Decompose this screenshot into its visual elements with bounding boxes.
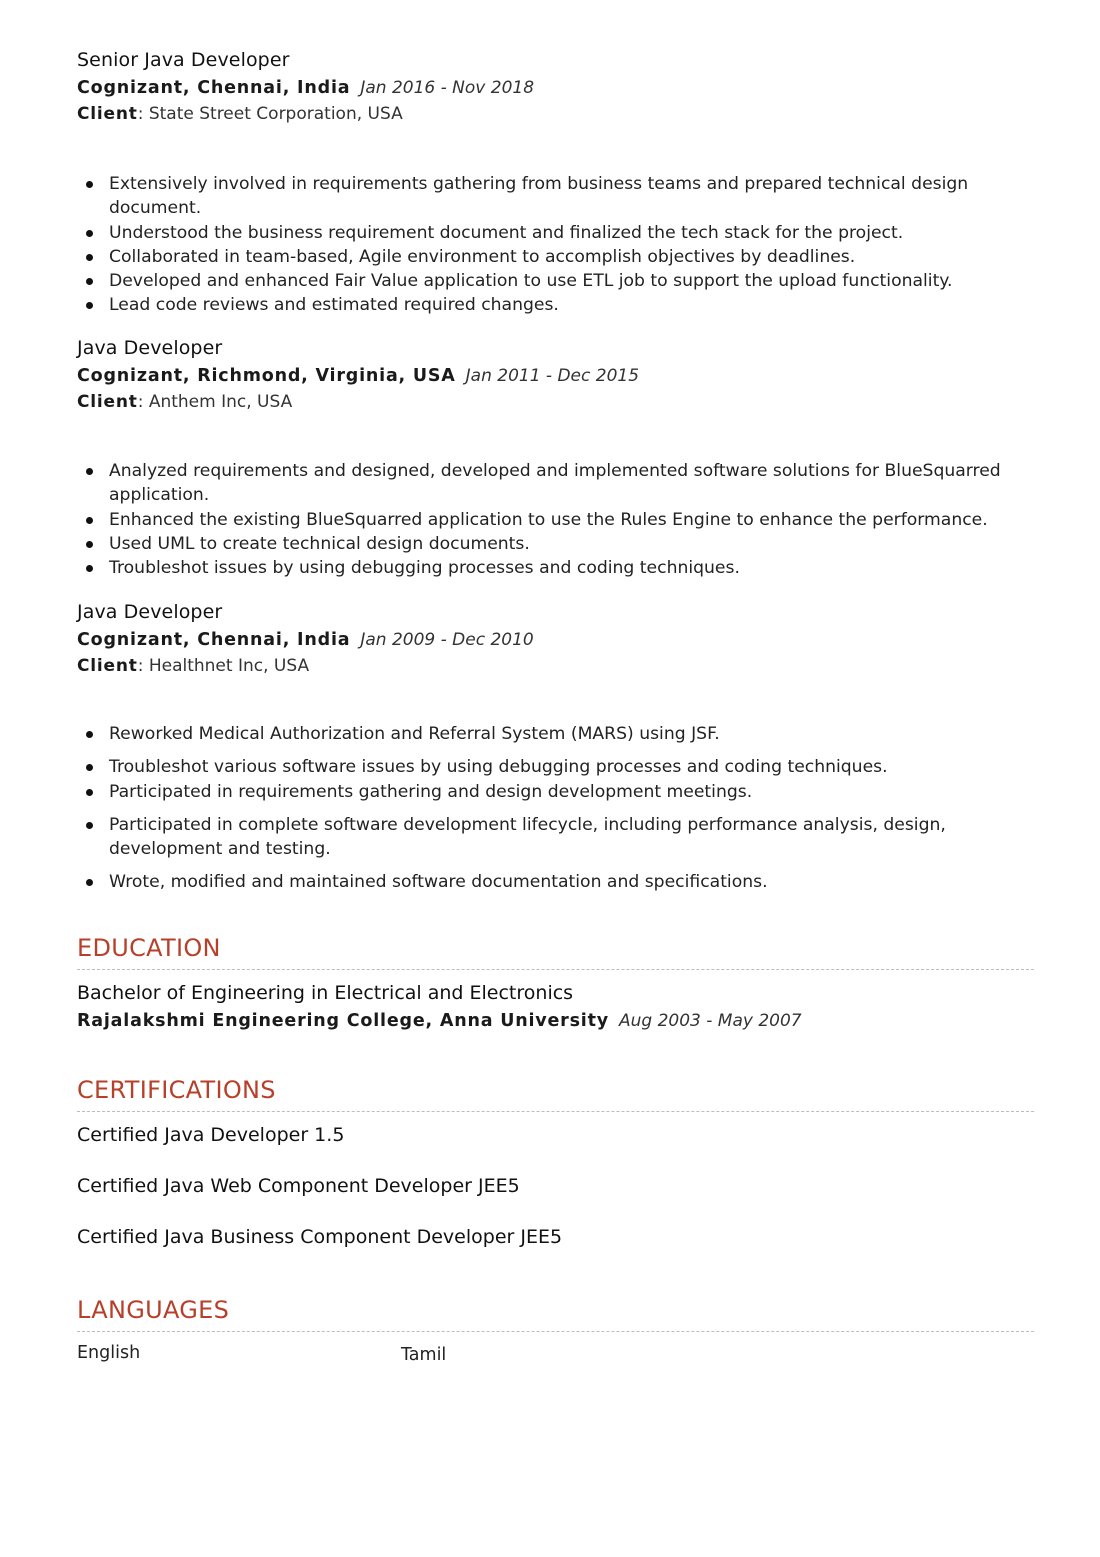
job-bullets — [77, 459, 1034, 580]
client-label: Client — [77, 656, 138, 676]
job-title: Java Developer — [77, 337, 223, 359]
client-name: : Healthnet Inc, USA — [137, 656, 310, 676]
client-line — [77, 655, 1034, 677]
job-entry — [77, 336, 1034, 413]
school-line — [77, 1010, 1034, 1032]
job-title: Java Developer — [77, 601, 223, 623]
list-item: Troubleshot issues by using debugging processes and coding techniques. — [77, 556, 1034, 580]
job-bullets — [77, 722, 1034, 895]
degree-title: Bachelor of Engineering in Electrical and Electronics — [77, 982, 574, 1004]
job-bullets — [77, 172, 1034, 318]
client-line — [77, 103, 1034, 125]
certification-item: Certified Java Developer 1.5 — [77, 1124, 345, 1146]
company-name: Cognizant, Richmond, Virginia, USA — [77, 366, 456, 386]
company-line — [77, 629, 1034, 651]
section-title: LANGUAGES — [77, 1296, 230, 1324]
list-item: Troubleshot various software issues by using debugging processes and coding techniques. — [77, 755, 1034, 779]
client-name: : Anthem Inc, USA — [137, 392, 293, 412]
client-line — [77, 391, 1034, 413]
section-title: CERTIFICATIONS — [77, 1076, 276, 1104]
job-entry — [77, 600, 1034, 677]
section-title: EDUCATION — [77, 934, 221, 962]
list-item: Understood the business requirement document and finalized the tech stack for the project. — [77, 221, 1034, 245]
certification-item: Certified Java Web Component Developer JEE5 — [77, 1175, 520, 1197]
section-divider — [77, 1331, 1034, 1332]
job-entry — [77, 48, 1034, 125]
list-item: Reworked Medical Authorization and Referral System (MARS) using JSF. — [77, 722, 1034, 746]
list-item: Lead code reviews and estimated required changes. — [77, 293, 1034, 317]
education-entry — [77, 981, 1034, 1032]
list-item: Used UML to create technical design documents. — [77, 532, 1034, 556]
job-dates: Jan 2011 - Dec 2015 — [465, 366, 640, 386]
certification-item: Certified Java Business Component Developer JEE5 — [77, 1226, 563, 1248]
client-label: Client — [77, 392, 138, 412]
job-dates: Jan 2009 - Dec 2010 — [360, 630, 534, 650]
school-name: Rajalakshmi Engineering College, Anna University — [77, 1011, 609, 1031]
job-title: Senior Java Developer — [77, 49, 290, 71]
language-item: Tamil — [401, 1345, 447, 1365]
section-divider — [77, 969, 1034, 970]
language-item: English — [77, 1343, 141, 1363]
company-line — [77, 77, 1034, 99]
education-dates: Aug 2003 - May 2007 — [618, 1011, 802, 1031]
list-item: Wrote, modified and maintained software documentation and specifications. — [77, 870, 1034, 894]
company-name: Cognizant, Chennai, India — [77, 630, 351, 650]
education-section-header — [77, 933, 1034, 970]
list-item: Developed and enhanced Fair Value application to use ETL job to support the upload functionality. — [77, 269, 1034, 293]
job-dates: Jan 2016 - Nov 2018 — [360, 78, 535, 98]
company-name: Cognizant, Chennai, India — [77, 78, 351, 98]
certifications-section-header — [77, 1075, 1034, 1112]
client-name: : State Street Corporation, USA — [137, 104, 403, 124]
list-item: Analyzed requirements and designed, developed and implemented software solutions for BlueSquarred application. — [77, 459, 1034, 508]
languages-section-header — [77, 1295, 1034, 1332]
client-label: Client — [77, 104, 138, 124]
list-item: Participated in complete software development lifecycle, including performance analysis, design, development and testing. — [77, 813, 1034, 862]
list-item: Participated in requirements gathering and design development meetings. — [77, 780, 1034, 804]
list-item: Enhanced the existing BlueSquarred application to use the Rules Engine to enhance the performance. — [77, 508, 1034, 532]
list-item: Extensively involved in requirements gathering from business teams and prepared technical design document. — [77, 172, 1034, 221]
section-divider — [77, 1111, 1034, 1112]
company-line — [77, 365, 1034, 387]
list-item: Collaborated in team-based, Agile environment to accomplish objectives by deadlines. — [77, 245, 1034, 269]
